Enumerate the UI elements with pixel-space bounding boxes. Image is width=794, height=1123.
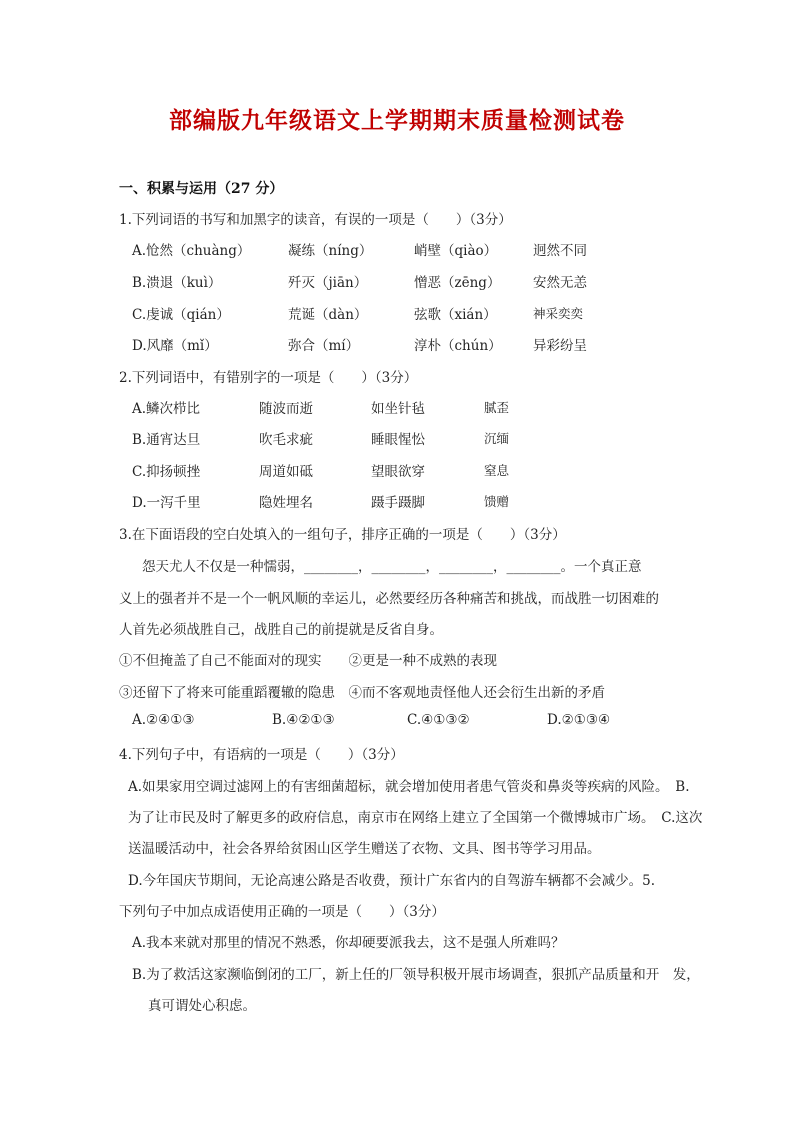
question-2-stem: 2.下列词语中，有错别字的一项是（ ）（3分） <box>119 370 418 386</box>
q1-option-d-word3: 淳朴（chún） <box>414 338 502 354</box>
section-heading: 一、积累与运用（27 分） <box>119 181 284 197</box>
question-1-stem: 1.下列词语的书写和加黑字的读音，有误的一项是（ ）（3分） <box>119 212 512 228</box>
q1-option-c-word1: C.虔诚（qián） <box>132 307 230 323</box>
q2-option-a-word3: 如坐针毡 <box>371 401 425 417</box>
q3-passage-line-2: 义上的强者并不是一个一帆风顺的幸运儿，必然要经历各种痛苦和挑战，而战胜一切困难的 <box>119 591 659 607</box>
page-title: 部编版九年级语文上学期期末质量检测试卷 <box>169 108 625 134</box>
q1-option-a-word3: 峭壁（qiào） <box>414 243 498 259</box>
q4-line-3: 送温暖活动中，社会各界给贫困山区学生赠送了衣物、文具、图书等学习用品。 <box>128 841 601 857</box>
q1-option-b-word3: 憎恶（zēng） <box>414 275 501 291</box>
q1-option-c-word4: 神采奕奕 <box>533 306 584 321</box>
q1-option-c-word2: 荒诞（dàn） <box>288 307 368 323</box>
q1-option-d-word2: 弥合（mí） <box>288 338 360 354</box>
q5-option-b-line-2: 真可谓处心积虑。 <box>148 998 256 1014</box>
question-5-stem: 下列句子中加点成语使用正确的一项是（ ）（3分） <box>119 904 445 920</box>
q1-option-b-word4: 安然无恙 <box>533 275 587 291</box>
q2-option-b-word4: 沉缅 <box>484 431 510 446</box>
q2-option-c-word4: 窒息 <box>484 463 510 478</box>
q2-option-b-word1: B.通宵达旦 <box>132 432 201 448</box>
q3-passage-line-3: 人首先必须战胜自己，战胜自己的前提就是反省自身。 <box>119 622 443 638</box>
q4-line-2: 为了让市民及时了解更多的政府信息，南京市在网络上建立了全国第一个微博城市广场。 C.这次 <box>128 810 703 826</box>
q2-option-d-word3: 蹑手蹑脚 <box>371 495 425 511</box>
q2-option-a-word4: 腻歪 <box>484 400 510 415</box>
q2-option-c-word2: 周道如砥 <box>259 464 313 480</box>
q2-option-a-word1: A.鳞次栉比 <box>132 401 201 417</box>
q5-option-b-line-1: B.为了救活这家濒临倒闭的工厂，新上任的厂领导积极开展市场调查，狠抓产品质量和开 发， <box>132 967 700 983</box>
q3-sentences-line-2: ③还留下了将来可能重蹈覆辙的隐患 ④而不客观地责怪他人还会衍生出新的矛盾 <box>119 685 605 701</box>
q1-option-a-word4: 迥然不同 <box>533 243 587 259</box>
q1-option-a-word2: 凝练（níng） <box>288 243 373 259</box>
q1-option-b-word1: B.溃退（kuì） <box>132 275 222 291</box>
q4-line-1: A.如果家用空调过滤网上的有害细菌超标，就会增加使用者患气管炎和鼻炎等疾病的风险。 B. <box>128 779 690 795</box>
q1-option-b-word2: 歼灭（jiān） <box>288 275 368 291</box>
q1-option-d-word4: 异彩纷呈 <box>533 338 587 354</box>
q3-option-c: C.④①③② <box>407 712 470 728</box>
question-4-stem: 4.下列句子中，有语病的一项是（ ）（3分） <box>119 747 404 763</box>
q1-option-a-word1: A.怆然（chuàng） <box>132 243 251 259</box>
q2-option-d-word2: 隐姓埋名 <box>259 495 313 511</box>
q4-line-4: D.今年国庆节期间，无论高速公路是否收费，预计广东省内的自驾游车辆都不会减少。5. <box>128 873 656 889</box>
q2-option-b-word2: 吹毛求疵 <box>259 432 313 448</box>
q3-option-a: A.②④①③ <box>132 712 195 728</box>
q3-option-b: B.④②①③ <box>272 712 335 728</box>
question-3-stem: 3.在下面语段的空白处填入的一组句子，排序正确的一项是（ ）（3分） <box>119 527 566 543</box>
q2-option-b-word3: 睡眼惺忪 <box>371 432 425 448</box>
q2-option-d-word1: D.一泻千里 <box>132 495 201 511</box>
q1-option-c-word3: 弦歌（xián） <box>414 307 497 323</box>
q3-passage-line-1: 怨天尤人不仅是一种懦弱，________，________，________，________。一个真正意 <box>142 559 642 575</box>
q3-sentences-line-1: ①不但掩盖了自己不能面对的现实 ②更是一种不成熟的表现 <box>119 653 497 669</box>
q1-option-d-word1: D.风靡（mǐ） <box>132 338 218 354</box>
q2-option-d-word4: 馈赠 <box>484 494 510 509</box>
q2-option-c-word3: 望眼欲穿 <box>371 464 425 480</box>
q5-option-a: A.我本来就对那里的情况不熟悉，你却硬要派我去，这不是强人所难吗？ <box>132 935 565 951</box>
q2-option-c-word1: C.抑扬顿挫 <box>132 464 201 480</box>
q2-option-a-word2: 随波而逝 <box>259 401 313 417</box>
q3-option-d: D.②①③④ <box>547 712 611 728</box>
